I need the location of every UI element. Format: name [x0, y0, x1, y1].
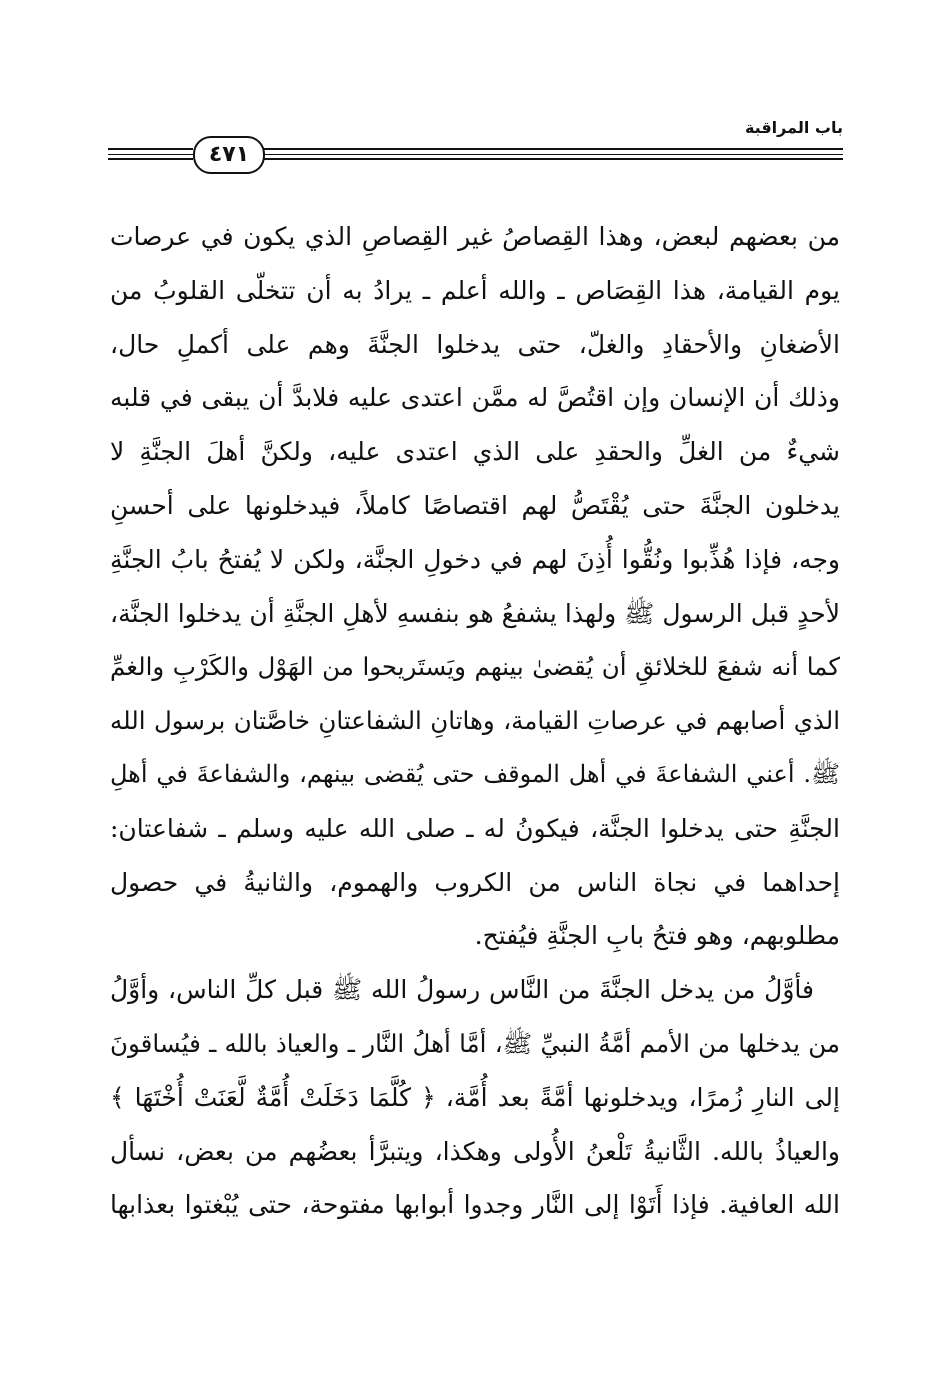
- text-line: والعياذُ بالله. الثَّانيةُ تَلْعنُ الأُولى وهكذا، ويتبرَّأ بعضُهم من بعض، نسأل: [110, 1136, 840, 1166]
- text-line: شيءٌ من الغلِّ والحقدِ على الذي اعتدى عليه، ولكنَّ أهلَ الجنَّةِ لا: [110, 437, 840, 467]
- text-line: الأضغانِ والأحقادِ والغلّ، حتى يدخلوا الجنَّةَ وهم على أكملِ حال،: [110, 329, 840, 359]
- text-line: الجنَّةِ حتى يدخلوا الجنَّة، فيكونُ له ـ صلى الله عليه وسلم ـ شفاعتان:: [110, 813, 840, 843]
- header-rule-right-top: [262, 148, 843, 150]
- text-line: يدخلون الجنَّةَ حتى يُقْتَصُّ لهم اقتصاصًا كاملاً، فيدخلونها على أحسنِ: [110, 490, 840, 520]
- chapter-title: باب المراقبة: [744, 118, 843, 137]
- text-line: الله العافية. فإذا أَتَوْا إلى النَّار وجدوا أبوابها مفتوحة، حتى يُبْغتوا بعذابها: [110, 1190, 840, 1220]
- header-rule-right-bottom: [262, 154, 843, 155]
- text-line: إلى النارِ زُمرًا، ويدخلونها أمَّةً بعد أُمَّة، ﴿ كُلَّمَا دَخَلَتْ أُمَّةٌ لَّعَنَتْ أُخْتَهَا ﴾: [110, 1082, 840, 1112]
- text-line: لأحدٍ قبل الرسول ﷺ ولهذا يشفعُ هو بنفسهِ لأهلِ الجنَّةِ أن يدخلوا الجنَّة،: [110, 598, 840, 628]
- header-rule-left-bottom: [108, 154, 193, 155]
- header-rule-right-base: [262, 158, 843, 160]
- page-number: [193, 136, 265, 174]
- text-line: من يدخلها من الأمم أمَّةُ النبيِّ ﷺ، أمَّا أهلُ النَّار ـ والعياذ بالله ـ فيُساقونَ: [110, 1028, 840, 1058]
- text-line: فأوَّلُ من يدخل الجنَّةَ من النَّاس رسولُ الله ﷺ قبل كلِّ الناس، وأوَّلُ: [110, 975, 814, 1005]
- text-line: مطلوبهم، وهو فتحُ بابِ الجنَّةِ فيُفتح.: [474, 921, 840, 951]
- header-rule-left-base: [108, 158, 193, 160]
- page-number-text: ٤٧١: [208, 142, 250, 167]
- text-line: كما أنه شفعَ للخلائقِ أن يُقضىٰ بينهم ويَستَريحوا من الهَوْل والكَرْبِ والغمِّ: [110, 652, 840, 682]
- text-line: وجه، فإذا هُذِّبوا ونُقُّوا أُذِنَ لهم في دخولِ الجنَّة، ولكن لا يُفتحُ بابُ الجنَّةِ: [110, 544, 840, 574]
- text-line: إحداهما في نجاة الناس من الكروب والهموم، والثانيةُ في حصول: [110, 867, 840, 897]
- body-text: [110, 210, 840, 1232]
- text-line: ﷺ. أعني الشفاعةَ في أهل الموقف حتى يُقضى بينهم، والشفاعةَ في أهلِ: [110, 759, 840, 788]
- text-line: الذي أصابهم في عرصاتِ القيامة، وهاتانِ الشفاعتانِ خاصَّتان برسول الله: [110, 706, 840, 736]
- text-line: وذلك أن الإنسان وإن اقتُصَّ له ممَّن اعتدى عليه فلابدَّ أن يبقى في قلبه: [110, 383, 840, 413]
- header-rule-left-top: [108, 148, 193, 150]
- text-line: من بعضهم لبعض، وهذا القِصاصُ غير القِصاصِ الذي يكون في عرصات: [110, 222, 840, 251]
- text-line: يوم القيامة، هذا القِصَاص ـ والله أعلم ـ يرادُ به أن تتخلّى القلوبُ من: [110, 275, 840, 305]
